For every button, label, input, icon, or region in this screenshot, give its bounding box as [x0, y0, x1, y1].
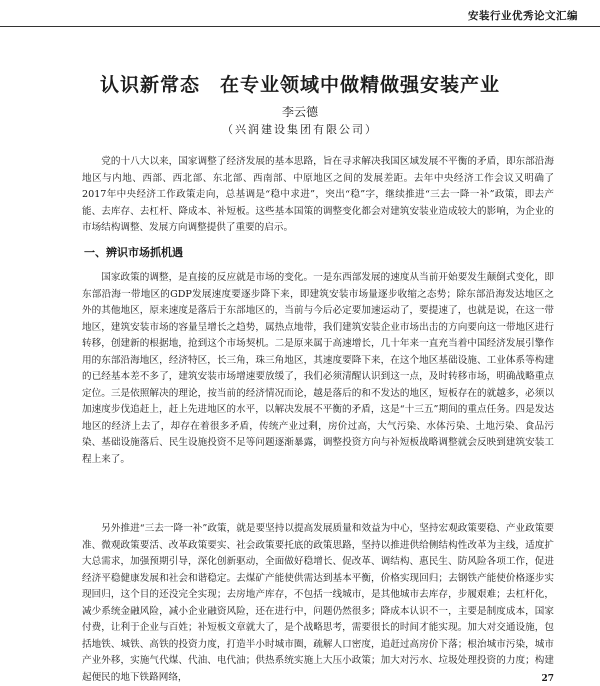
page-number: 27 — [541, 674, 554, 684]
article-author: 李云德 — [281, 105, 318, 119]
article-title: 认识新常态 在专业领域中做精做强安装产业 — [99, 74, 500, 96]
body-paragraph: 另外推进“三去一降一补”政策，就是要坚持以提高发展质量和效益为中心，坚持宏观政策要稳、产业政策要准、微观政策要活、改革政策要实、社会政策要托底的政策思路，坚持以推进供给侧结构性改革为主线，适度扩大总需求，加强预期引导，深化创新驱动，全面做好稳增长、促改革、调结构、惠民生、防风险各项工作，促进经济平稳健康发展和社会和谐稳定。去煤矿产能使供需达到基本平衡，价格实现回归；去钢铁产能使价格逐步实现回归，这个目的还没完全实现；去房地产库存，不包括一线城市，是其他城市去库存，步履艰难；去杠杆化，减少系统金融风险，减小企业融资风险，还在进行中，问题仍然很多；降成本认识不一，主要是制度成本，国家付费，让利于企业与百姓；补短板文章就大了，是个战略思考，需要很长的时间才能实现。加大对交通设施，包括地铁、城铁、高铁的投资力度，打造半小时城市圈，疏解人口密度，追赶过高房价下落；根治城市污染，城市产业外移，实施气代煤、代油、电代油；供热系统实施上大压小政策；加大对污水、垃圾处理投资的力度；构建起便民的地下铁路网络， — [82, 523, 554, 683]
section-heading: 一、辨识市场抓机遇 — [84, 246, 183, 259]
running-header — [0, 0, 600, 27]
author-affiliation: （兴润建设集团有限公司） — [222, 123, 378, 136]
intro-paragraph: 党的十八大以来，国家调整了经济发展的基本思路，旨在寻求解决我国区域发展不平衡的矛盾，即东部沿海地区与内地、西部、西北部、东北部、西南部、中原地区之间的发展差距。去年中央经济工作会议又明确了2017年中央经济工作政策走向，总基调是“稳中求进”，突出“稳”字，继续推进“三去一降一补”政策，即去产能、去库存、去杠杆、降成本、补短板。这些基本国策的调整变化都会对建筑安装业造成较大的影响，为企业的市场结构调整、发展方向调整提供了重要的启示。 — [82, 156, 554, 233]
journal-title: 安装行业优秀论文汇编 — [468, 10, 578, 22]
body-paragraph: 国家政策的调整，是直接的反应就是市场的变化。一是东西部发展的速度从当前开始要发生颠倒式变化，即东部沿海一带地区的GDP发展速度要逐步降下来，即建筑安装市场量逐步收缩之态势；除东部沿海发达地区之外的其他地区，原来速度是落后于东部地区的，当前与今后必定要加速运动了，要提速了，也就是说，在这一带地区，建筑安装市场的容量呈增长之趋势，属热点地带，我们建筑安装企业市场出击的方向要向这一带地区进行转移，创建新的根据地，抢到这个市场契机。二是原来属于高速增长，几十年来一直充当着中国经济发展引擎作用的东部沿海地区，经济特区，长三角，珠三角地区，其速度要降下来，在这个地区基础设施、工业体系等构建的已经基本差不多了，建筑安装市场增速要放缓了，我们必须清醒认识到这一点，及时转移市场，明确战略重点定位。三是依照解决的理论，按当前的经济情况而论，越是落后的和不发达的地区，短板存在的就越多，必须以加速度步伐追赶上，赶上先进地区的水平，以解决发展不平衡的矛盾，这是“十三五”期间的重点任务。四是发达地区的经济上去了，却存在着很多矛盾，传统产业过剩，房价过高，大气污染、水体污染、土地污染、食品污染、基础设施落后、民生设施投资不足等问题逐渐暴露，调整投资方向与补短板战略调整就会反映到建筑安装工程上来了。 — [82, 272, 554, 465]
